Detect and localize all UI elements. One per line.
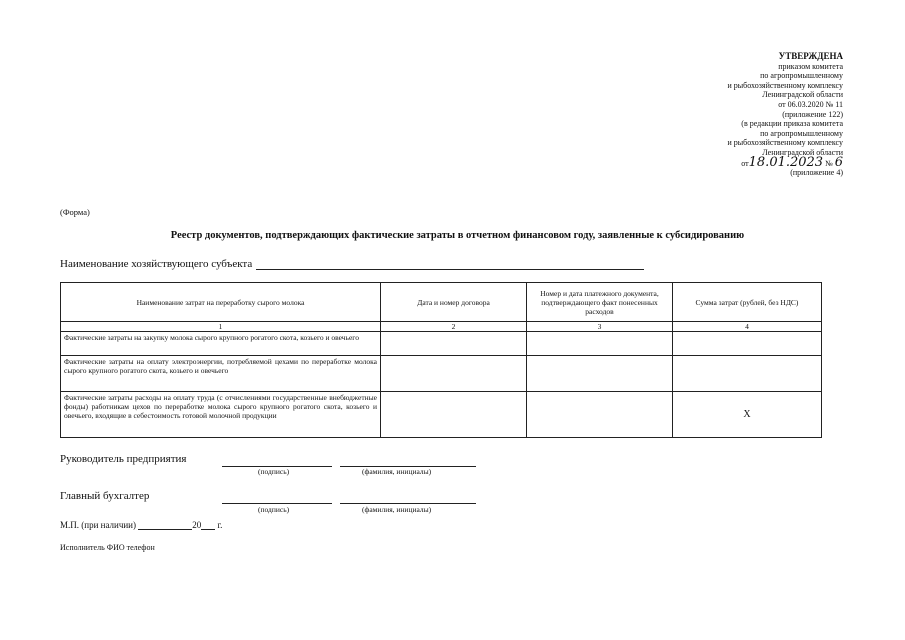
document-title: Реестр документов, подтверждающих фактические затраты в отчетном финансовом году, заявленные к субсидированию — [170, 230, 745, 241]
column-number: 3 — [527, 322, 673, 332]
contract-cell — [381, 356, 527, 392]
table-row — [61, 332, 822, 356]
accountant-sign-line — [222, 502, 332, 504]
column-number: 2 — [381, 322, 527, 332]
cost-cell: Фактические затраты расходы на оплату труда (с отчислениями государственные внебюджетные фонды) работникам цехов по переработке молока сырого крупного рогатого скота, козьего и овечьего, входящие в себестоимость готовой молочной продукции — [61, 392, 381, 438]
table-row — [61, 356, 822, 392]
approval-title: УТВЕРЖДЕНА — [778, 51, 843, 61]
column-number-row — [61, 322, 822, 332]
accountant-name-caption: (фамилия, инициалы) — [362, 505, 432, 514]
approval-appendix: (приложение 4) — [790, 168, 843, 178]
handwritten-date: 18.01.2023 — [748, 154, 824, 170]
payment-cell — [527, 356, 673, 392]
accountant-name-line — [340, 502, 476, 504]
approval-line: от 06.03.2020 № 11 — [778, 99, 843, 109]
header-payment-doc: Номер и дата платежного документа, подтверждающего факт понесенных расходов — [527, 283, 673, 322]
form-label: (Форма) — [60, 207, 90, 217]
head-signature-label: Руководитель предприятия — [60, 453, 187, 465]
entity-blank-line — [256, 258, 644, 270]
handwritten-number: 6 — [834, 154, 843, 170]
head-name-caption: (фамилия, инициалы) — [362, 467, 432, 476]
head-sign-caption: (подпись) — [258, 467, 290, 476]
registry-table — [60, 282, 822, 438]
contract-cell — [381, 392, 527, 438]
header-contract: Дата и номер договора — [381, 283, 527, 322]
header-cost-name: Наименование затрат на переработку сырого молока — [61, 283, 381, 322]
accountant-sign-caption: (подпись) — [258, 505, 290, 514]
payment-cell — [527, 392, 673, 438]
stamp-line — [60, 520, 222, 530]
column-number: 1 — [61, 322, 381, 332]
table-header-row — [61, 283, 822, 322]
approval-line: по агропромышленному — [760, 128, 843, 138]
payment-cell — [527, 332, 673, 356]
number-prefix: № — [825, 158, 833, 168]
date-prefix: от — [741, 158, 749, 168]
approval-line: и рыбохозяйственному комплексу — [727, 138, 843, 148]
year-suffix: г. — [217, 520, 223, 530]
amount-cell: X — [673, 392, 822, 438]
year-prefix: 20 — [192, 520, 202, 530]
approval-line: (приложение 122) — [782, 109, 843, 119]
approval-block — [728, 52, 844, 178]
approval-date-line — [728, 154, 844, 170]
year-blank — [201, 520, 215, 530]
column-number: 4 — [673, 322, 822, 332]
approval-line: Ленинградской области — [762, 147, 843, 157]
cost-cell: Фактические затраты на закупку молока сырого крупного рогатого скота, козьего и овечьего — [61, 332, 381, 356]
executor-line: Исполнитель ФИО телефон — [60, 543, 155, 552]
approval-line: приказом комитета — [778, 61, 843, 71]
accountant-signature-label: Главный бухгалтер — [60, 490, 150, 502]
contract-cell — [381, 332, 527, 356]
approval-line: Ленинградской области — [762, 90, 843, 100]
approval-line: по агропромышленному — [760, 71, 843, 81]
approval-line: и рыбохозяйственному комплексу — [727, 80, 843, 90]
cost-cell: Фактические затраты на оплату электроэнергии, потребляемой цехами по переработке молока сырого крупного рогатого скота, козьего и овечьего — [61, 356, 381, 392]
amount-cell — [673, 356, 822, 392]
header-amount: Сумма затрат (рублей, без НДС) — [673, 283, 822, 322]
date-blank — [138, 520, 192, 530]
stamp-label: М.П. (при наличии) — [60, 520, 136, 530]
entity-field — [60, 258, 644, 270]
table-row — [61, 392, 822, 438]
amount-cell — [673, 332, 822, 356]
entity-label: Наименование хозяйствующего субъекта — [60, 258, 253, 270]
approval-line: (в редакции приказа комитета — [741, 119, 843, 129]
